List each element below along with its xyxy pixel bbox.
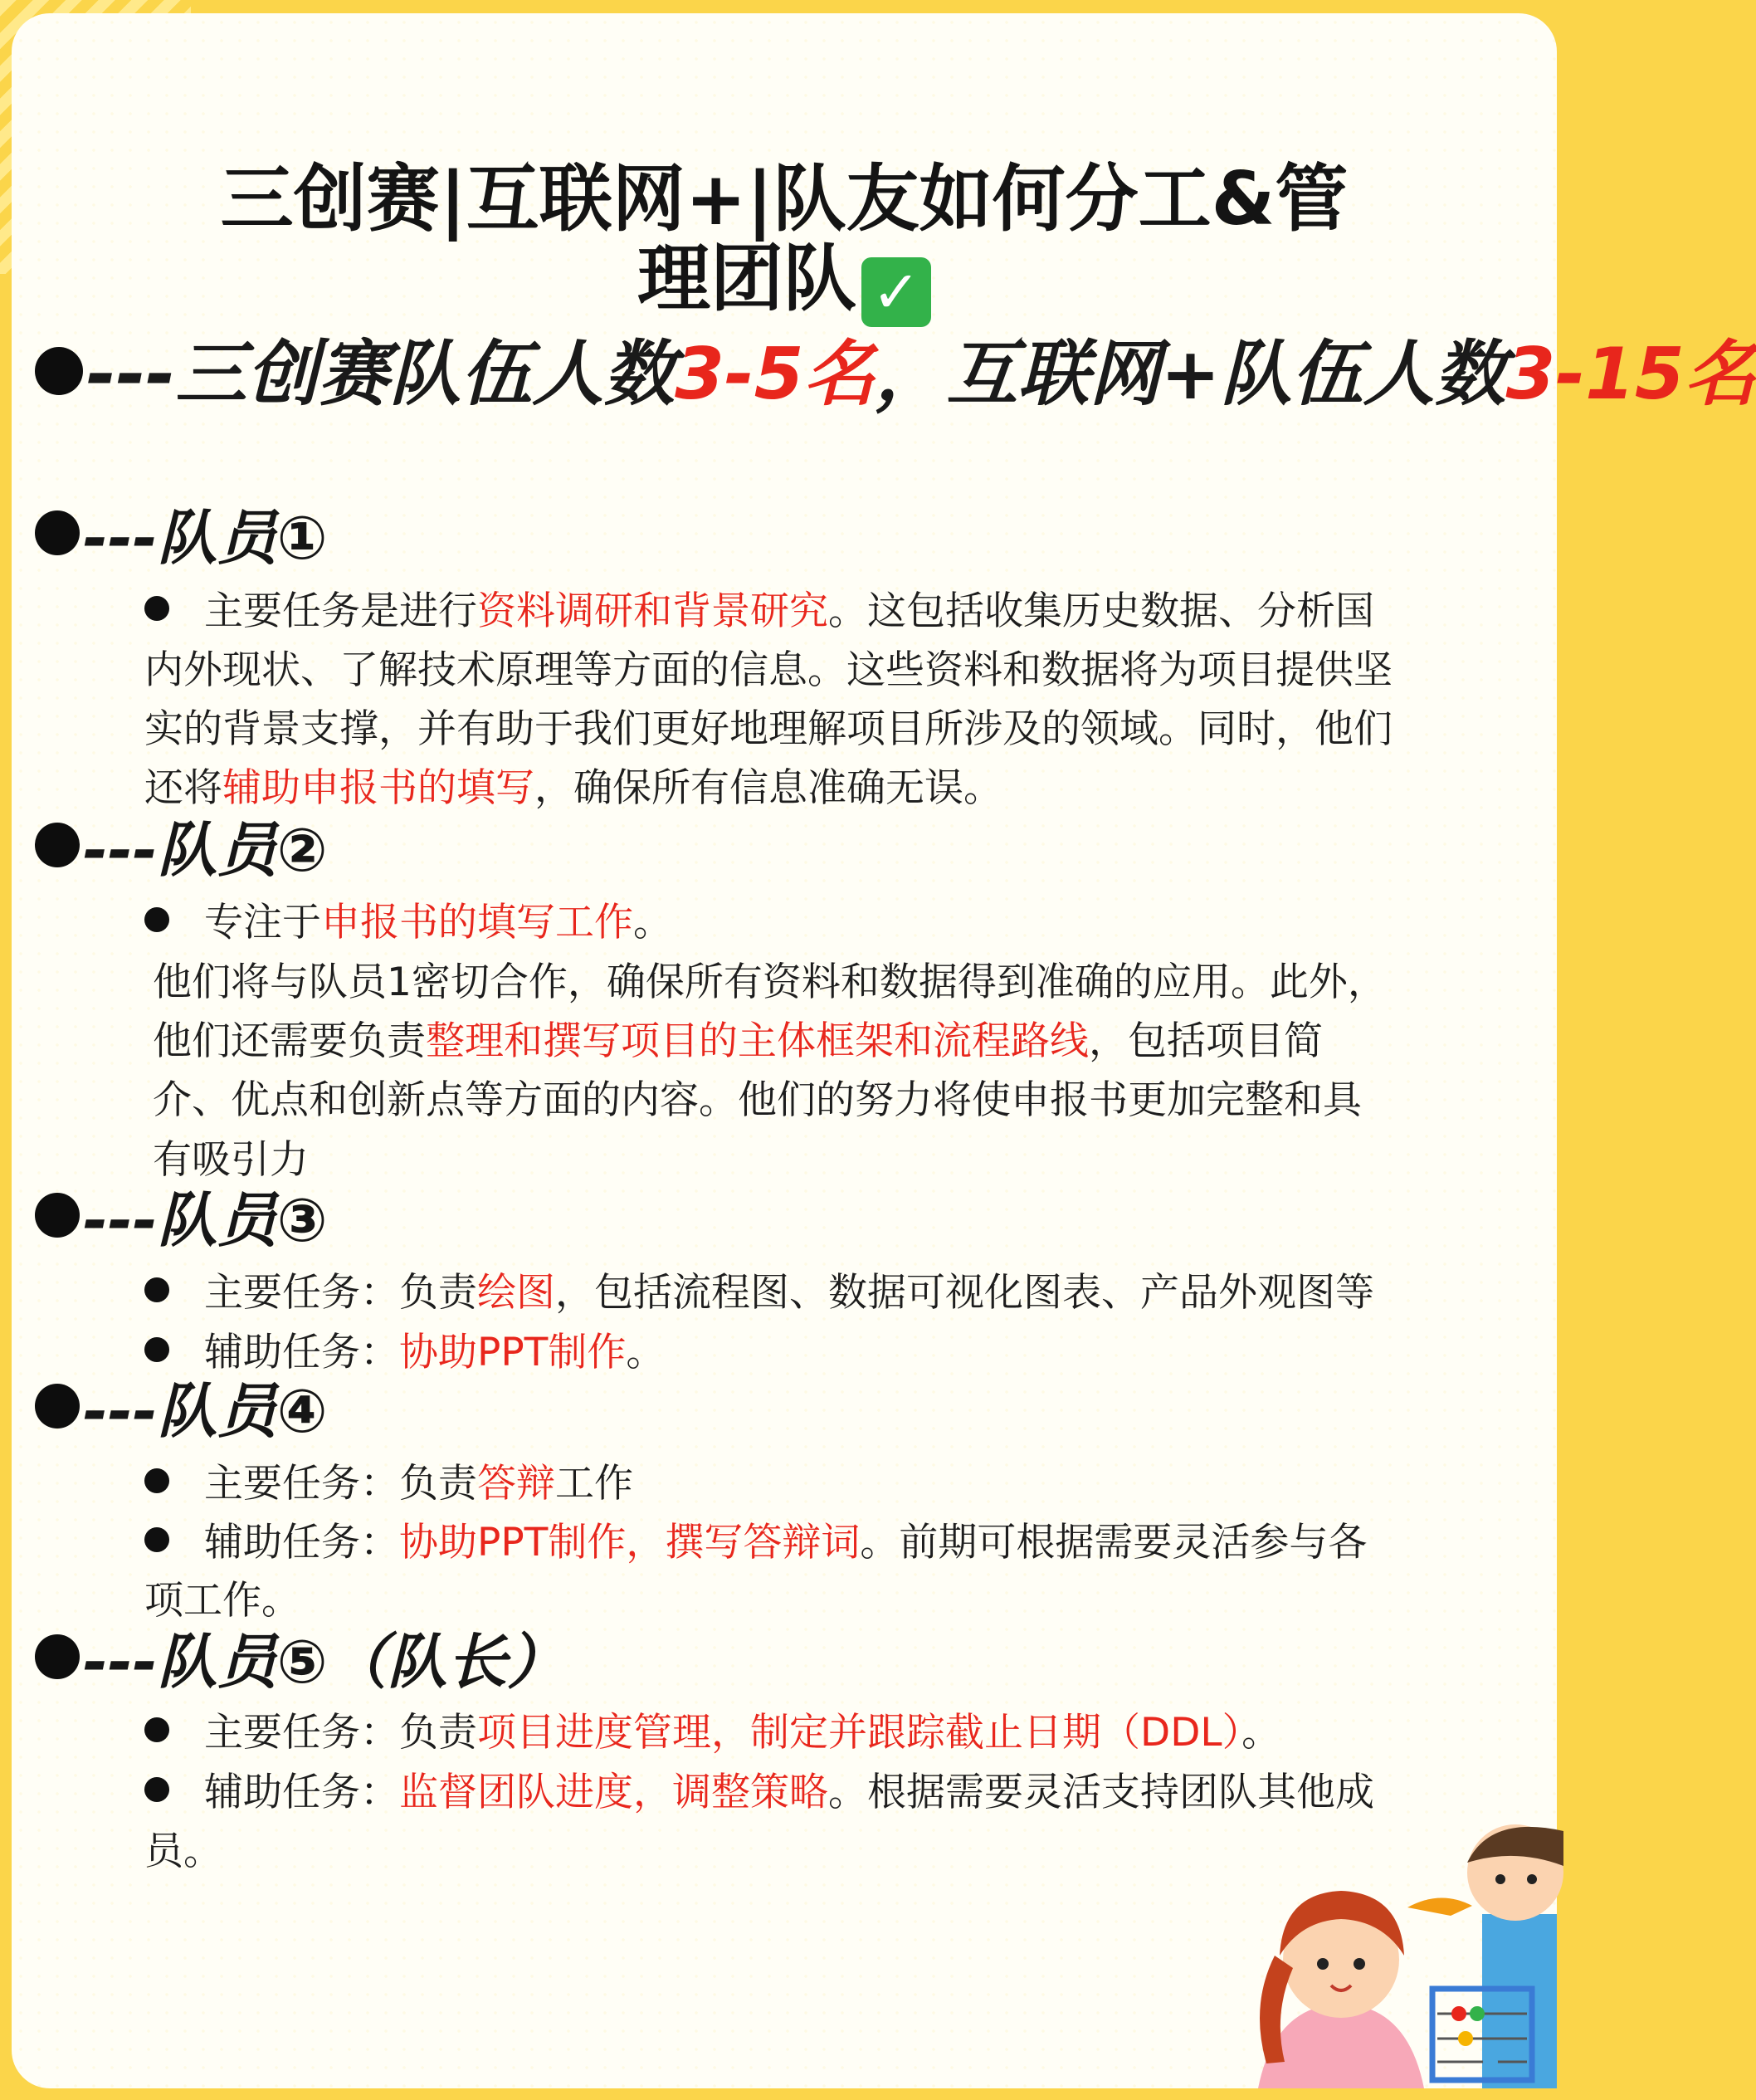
page-title-line-2-text: 理团队 bbox=[637, 236, 856, 321]
member-1-heading-text: ---队员① bbox=[83, 503, 328, 573]
member-2-heading-text: ---队员② bbox=[83, 815, 328, 885]
bullet-dot-icon bbox=[144, 1527, 169, 1552]
text: 。根据需要灵活支持团队其他成 bbox=[828, 1770, 1374, 1815]
member-2-line-1 bbox=[144, 900, 672, 945]
text: 实的背景支撑，并有助于我们更好地理解项目所涉及的领域。同时，他们 bbox=[144, 706, 1393, 752]
bullet-dot-icon bbox=[35, 823, 80, 867]
bullet-dot-icon bbox=[35, 510, 80, 555]
text: 工作 bbox=[555, 1461, 633, 1507]
highlight-text: 绘图 bbox=[477, 1270, 555, 1316]
content-card bbox=[12, 13, 1756, 2088]
text: 辅助任务： bbox=[204, 1520, 399, 1565]
member-5-line-3 bbox=[144, 1829, 222, 1874]
boy-eye bbox=[1527, 1874, 1537, 1884]
text: 内外现状、了解技术原理等方面的信息。这些资料和数据将为项目提供坚 bbox=[144, 647, 1393, 693]
team-size-headline bbox=[35, 333, 1756, 416]
member-4-heading-text: ---队员④ bbox=[83, 1376, 328, 1446]
member-2-heading bbox=[35, 815, 328, 885]
bullet-dot-icon bbox=[144, 1777, 169, 1802]
text: ，确保所有信息准确无误。 bbox=[534, 765, 1002, 811]
bullet-dot-icon bbox=[144, 907, 169, 932]
bullet-dot-icon bbox=[144, 1337, 169, 1362]
member-5-line-2 bbox=[144, 1770, 1374, 1815]
member-4-line-3 bbox=[144, 1578, 300, 1624]
text: 专注于 bbox=[204, 900, 321, 945]
member-4-heading bbox=[35, 1376, 328, 1446]
member-1-line-3 bbox=[144, 706, 1393, 752]
girl-eye bbox=[1317, 1958, 1329, 1970]
text: 介、优点和创新点等方面的内容。他们的努力将使申报书更加完整和具 bbox=[153, 1077, 1362, 1123]
bullet-dot-icon bbox=[35, 1384, 80, 1428]
text: 主要任务是进行 bbox=[204, 588, 477, 634]
highlight-text: 监督团队进度，调整策略 bbox=[399, 1770, 828, 1815]
member-3-line-1 bbox=[144, 1270, 1374, 1316]
member-1-line-2 bbox=[144, 647, 1393, 693]
text: 辅助任务： bbox=[204, 1770, 399, 1815]
member-2-line-2 bbox=[153, 960, 1387, 1005]
kids-illustration bbox=[1241, 1814, 1557, 2088]
text: 。 bbox=[1241, 1710, 1281, 1756]
headline-part-1: ---三创赛队伍人数 bbox=[86, 333, 676, 416]
member-2-line-5 bbox=[153, 1137, 309, 1183]
page-title-line-1: 三创赛|互联网+|队友如何分工&管 bbox=[220, 156, 1349, 242]
abacus-bead bbox=[1451, 2006, 1466, 2021]
text: 他们还需要负责 bbox=[153, 1018, 426, 1064]
highlight-text: 协助PPT制作，撰写答辩词 bbox=[399, 1520, 861, 1565]
abacus-bead bbox=[1483, 2054, 1498, 2069]
bullet-dot-icon bbox=[35, 1193, 80, 1238]
member-5-line-1 bbox=[144, 1710, 1281, 1756]
text: 。前期可根据需要灵活参与各 bbox=[860, 1520, 1368, 1565]
text: 主要任务：负责 bbox=[204, 1270, 477, 1316]
bullet-dot-icon bbox=[144, 1717, 169, 1742]
member-3-heading-text: ---队员③ bbox=[83, 1185, 328, 1255]
member-4-line-2 bbox=[144, 1520, 1368, 1565]
highlight-text: 项目进度管理，制定并跟踪截止日期（DDL） bbox=[477, 1710, 1242, 1756]
text: 。 bbox=[626, 1330, 666, 1375]
bullet-dot-icon bbox=[144, 596, 169, 621]
headline-red-1: 3-5名 bbox=[675, 333, 876, 416]
member-2-line-3 bbox=[153, 1018, 1323, 1064]
check-mark-icon: ✓ bbox=[861, 257, 931, 327]
text: ，包括项目简 bbox=[1089, 1018, 1323, 1064]
text: 。这包括收集历史数据、分析国 bbox=[828, 588, 1374, 634]
headline-part-2: ，互联网+队伍人数 bbox=[875, 333, 1506, 416]
member-1-line-1 bbox=[144, 588, 1374, 634]
text: 项工作。 bbox=[144, 1578, 300, 1624]
abacus-bead bbox=[1470, 2006, 1485, 2021]
member-3-heading bbox=[35, 1185, 328, 1255]
member-4-line-1 bbox=[144, 1461, 633, 1507]
girl-eye bbox=[1354, 1958, 1365, 1970]
bullet-dot-icon bbox=[144, 1277, 169, 1302]
bullet-dot-icon bbox=[144, 1468, 169, 1493]
member-5-heading bbox=[35, 1627, 567, 1697]
member-2-line-4 bbox=[153, 1077, 1362, 1123]
highlight-text: 整理和撰写项目的主体框架和流程路线 bbox=[426, 1018, 1089, 1064]
text: 他们将与队员1密切合作，确保所有资料和数据得到准确的应用。此外， bbox=[153, 960, 1387, 1005]
bow-ribbon bbox=[1407, 1897, 1472, 1916]
text: 还将 bbox=[144, 765, 222, 811]
boy-eye bbox=[1495, 1874, 1505, 1884]
highlight-text: 协助PPT制作 bbox=[399, 1330, 627, 1375]
bullet-dot-icon bbox=[35, 347, 83, 395]
text: 员。 bbox=[144, 1829, 222, 1874]
member-5-heading-text: ---队员⑤（队长） bbox=[83, 1627, 567, 1697]
highlight-text: 答辩 bbox=[477, 1461, 555, 1507]
member-3-line-2 bbox=[144, 1330, 666, 1375]
text: 主要任务：负责 bbox=[204, 1710, 477, 1756]
member-1-line-4 bbox=[144, 765, 1002, 811]
highlight-text: 资料调研和背景研究 bbox=[477, 588, 828, 634]
text: 辅助任务： bbox=[204, 1330, 399, 1375]
headline-red-2: 3-15名 bbox=[1505, 333, 1756, 416]
page-title-line-2 bbox=[12, 236, 1557, 327]
text: 。 bbox=[633, 900, 672, 945]
member-1-heading bbox=[35, 503, 328, 573]
abacus-bead bbox=[1458, 2031, 1473, 2046]
bullet-dot-icon bbox=[35, 1634, 80, 1679]
text: 主要任务：负责 bbox=[204, 1461, 477, 1507]
text: 有吸引力 bbox=[153, 1137, 309, 1183]
text: ，包括流程图、数据可视化图表、产品外观图等 bbox=[555, 1270, 1374, 1316]
highlight-text: 辅助申报书的填写 bbox=[222, 765, 534, 811]
highlight-text: 申报书的填写工作 bbox=[321, 900, 633, 945]
